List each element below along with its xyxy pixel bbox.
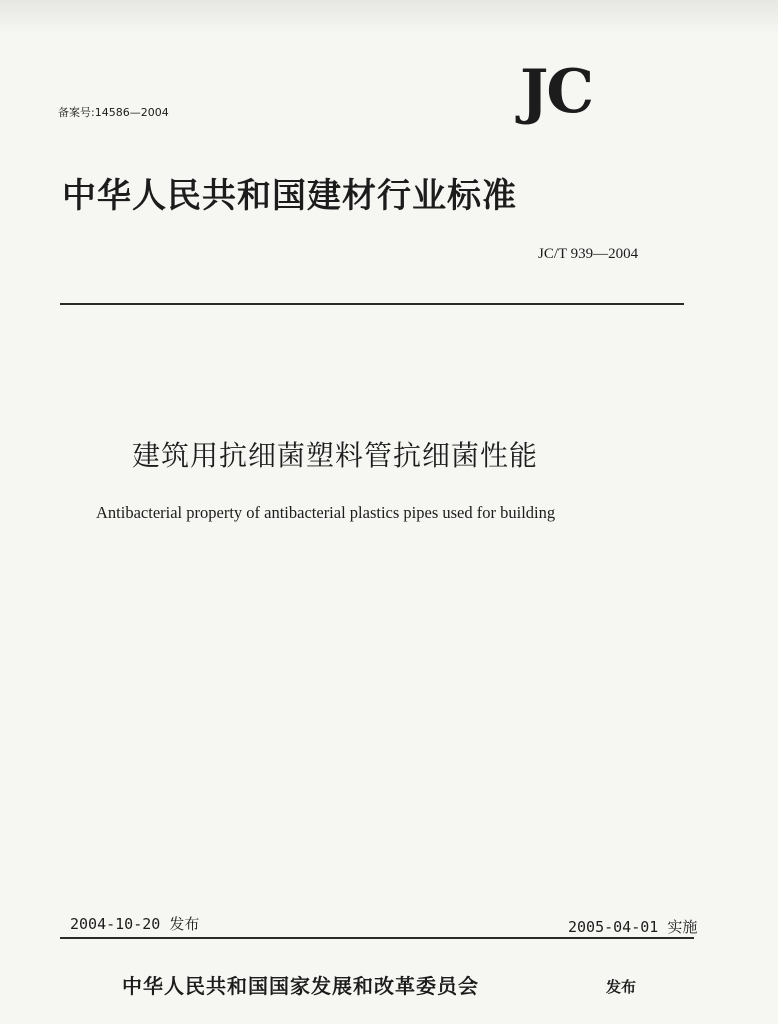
standard-title: 中华人民共和国建材行业标准 <box>62 176 517 216</box>
standard-number: JC/T 939—2004 <box>538 246 639 262</box>
document-title-chinese: 建筑用抗细菌塑料管抗细菌性能 <box>132 439 539 472</box>
scan-shadow <box>0 0 778 34</box>
filing-number: 备案号:14586—2004 <box>58 106 169 119</box>
implementation-date: 2005-04-01 实施 <box>568 918 698 936</box>
jc-logo: JC <box>520 57 593 127</box>
issuer-action: 发布 <box>606 978 637 996</box>
document-title-english: Antibacterial property of antibacterial plastics pipes used for building <box>96 503 556 522</box>
header-divider <box>60 303 684 305</box>
issue-date: 2004-10-20 发布 <box>70 915 200 933</box>
issuing-authority: 中华人民共和国国家发展和改革委员会 <box>122 974 479 998</box>
footer-divider <box>60 937 694 939</box>
